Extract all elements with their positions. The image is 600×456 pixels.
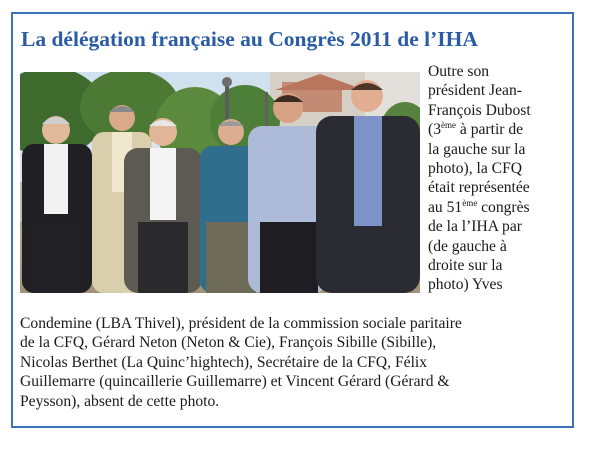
side-line: droite sur la <box>428 257 503 275</box>
side-line: photo), la CFQ <box>428 160 522 178</box>
side-line: François Dubost <box>428 101 531 119</box>
side-line: la gauche sur la <box>428 140 526 158</box>
side-line: au 51ème congrès <box>428 197 530 216</box>
article-title: La délégation française au Congrès 2011 de l’IHA <box>21 27 478 51</box>
side-line: (de gauche à <box>428 237 507 255</box>
side-line: de la l’IHA par <box>428 218 522 236</box>
side-line: président Jean- <box>428 82 522 100</box>
side-line: était représentée <box>428 179 530 197</box>
side-line: (3ème à partir de <box>428 120 524 139</box>
body-line: de la CFQ, Gérard Neton (Neton & Cie), François Sibille (Sibille), <box>20 334 437 352</box>
article-bottom-text <box>20 314 570 411</box>
delegation-photo <box>20 72 420 293</box>
body-line: Peysson), absent de cette photo. <box>20 392 220 410</box>
body-line: Condemine (LBA Thivel), président de la commission sociale paritaire <box>20 315 462 332</box>
side-line: Outre son <box>428 63 490 80</box>
body-line: Nicolas Berthet (La Quinc’hightech), Secrétaire de la CFQ, Félix <box>20 353 428 371</box>
article-side-text <box>428 62 573 295</box>
body-line: Guillemarre (quincaillerie Guillemarre) et Vincent Gérard (Gérard & <box>20 373 450 391</box>
side-line: photo) Yves <box>428 276 503 294</box>
